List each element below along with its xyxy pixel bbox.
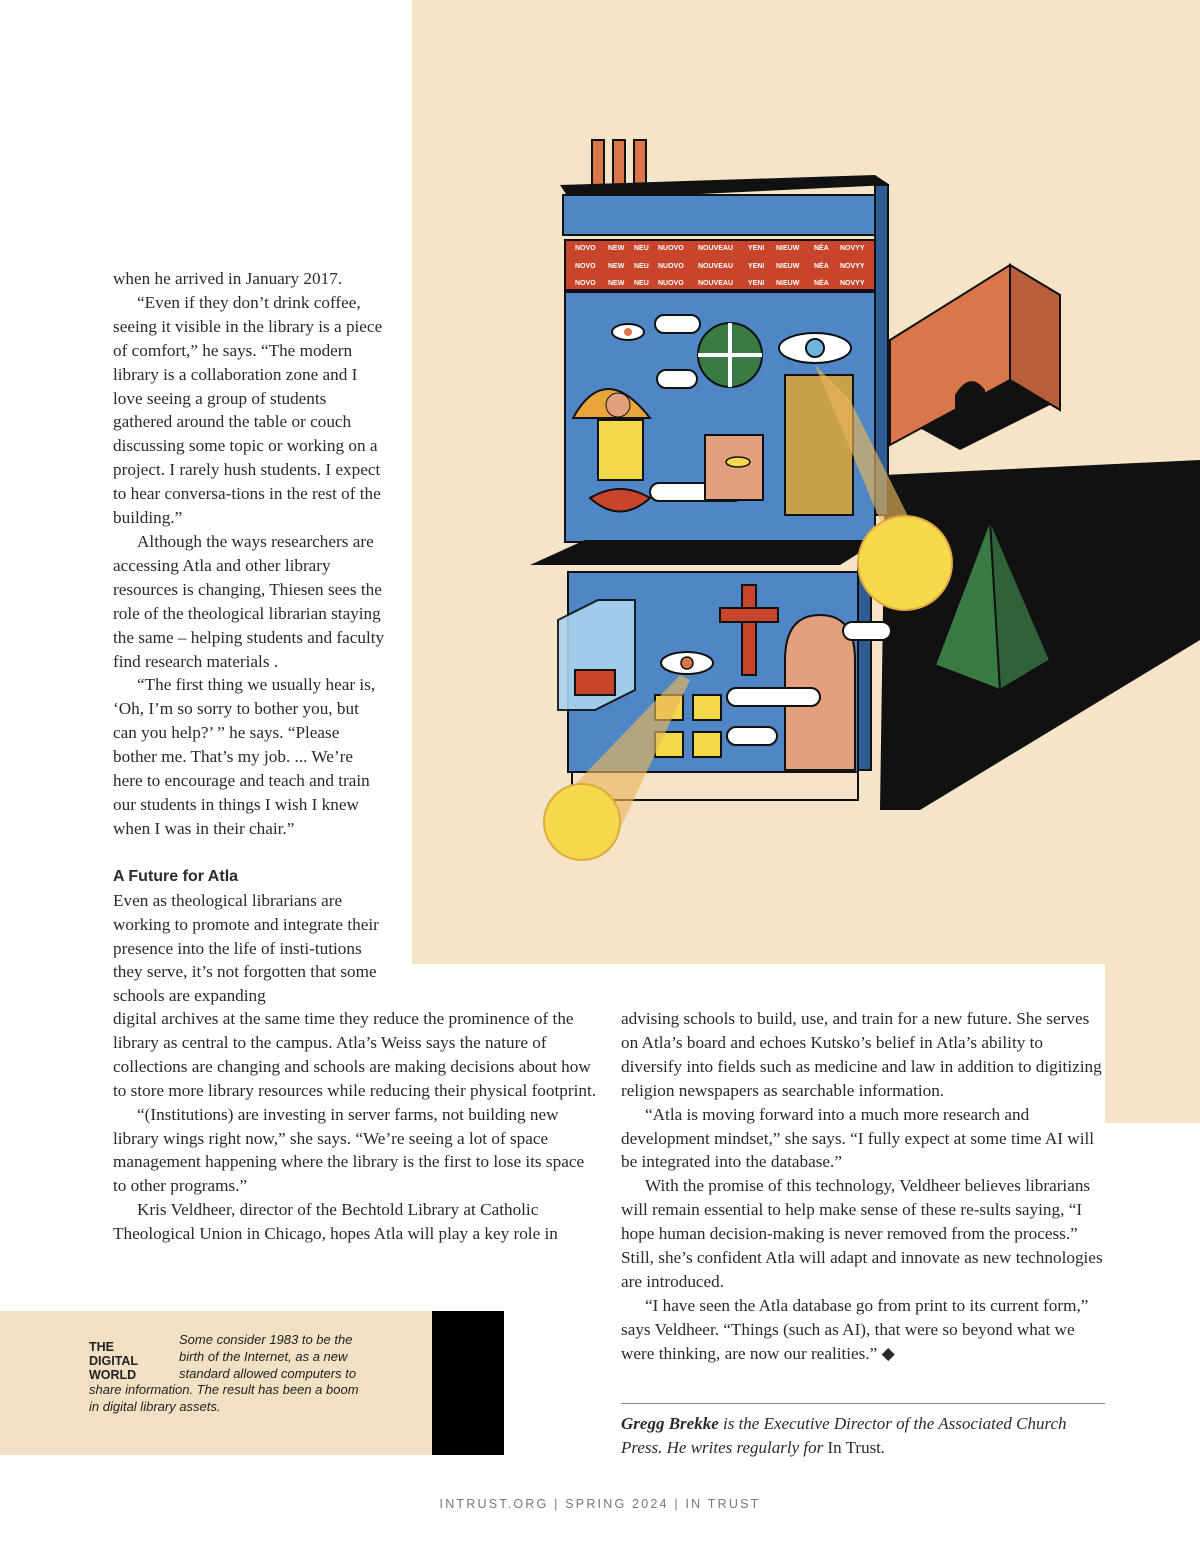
sidebar-heading-line-1: THE: [89, 1340, 114, 1354]
left-column-upper: [113, 267, 385, 1008]
author-name: Gregg Brekke: [621, 1414, 719, 1433]
paragraph-4: “The first thing we usually hear is, ‘Oh, I’m so sorry to bother you, but can you help?’ ” he says. “Please bother me. That’s my job. ... We’re here to encourage and teach and train our students in things I wish I knew when I was in their chair.”: [113, 675, 376, 838]
publication-name: In Trust: [827, 1438, 881, 1457]
section-paragraph-narrow: Even as theological librarians are working to promote and integrate their presence into the life of insti-tutions they serve, it’s not forgotten that some schools are expanding: [113, 890, 379, 1006]
paragraph-2: “Even if they don’t drink coffee, seeing it visible in the library is a piece of comfort,” he says. “The modern library is a collaboration zone and I love seeing a group of students gathered around the table or couch discussing some topic or working on a project. I rarely hush students. I expect to hear conversa-tions in the rest of the building.”: [113, 292, 383, 528]
svg-text:NEW: NEW: [608, 245, 625, 252]
svg-text:NOVYY: NOVYY: [840, 263, 865, 270]
svg-text:NUOVO: NUOVO: [658, 245, 684, 252]
svg-text:NÉA: NÉA: [814, 263, 829, 270]
svg-text:NÉA: NÉA: [814, 245, 829, 252]
illustration-background-right: [1105, 960, 1200, 1123]
svg-text:NOUVEAU: NOUVEAU: [698, 245, 734, 252]
section-paragraph-wide: digital archives at the same time they reduce the prominence of the library as central to the campus. Atla’s Weiss says the nature of collections are changing and schools are making decisions about how to store more library resources while reducing their physical footprint.: [113, 1009, 597, 1100]
svg-text:YENI: YENI: [748, 245, 765, 252]
paragraph-1: when he arrived in January 2017.: [113, 269, 343, 288]
svg-text:NEU: NEU: [634, 280, 649, 287]
svg-text:NOVYY: NOVYY: [840, 245, 865, 252]
svg-text:NEW: NEW: [608, 263, 625, 270]
paragraph-institutions: “(Institutions) are investing in server farms, not building new library wings right now,” she says. “We’re seeing a lot of space management happening where the library is the first to lose its space to other programs.”: [113, 1104, 585, 1196]
section-heading: A Future for Atla: [113, 867, 239, 885]
right-column: [621, 1007, 1105, 1366]
sun-right: [858, 516, 952, 610]
svg-text:NIEUW: NIEUW: [776, 245, 800, 252]
byline-divider: [621, 1403, 1105, 1404]
sidebar-black-block: [432, 1311, 504, 1455]
svg-text:NOVO: NOVO: [575, 263, 596, 270]
library-building-illustration: [520, 130, 1200, 870]
svg-text:YENI: YENI: [748, 263, 765, 270]
svg-text:NUOVO: NUOVO: [658, 280, 684, 287]
svg-text:NOUVEAU: NOUVEAU: [698, 280, 734, 287]
svg-text:NOVO: NOVO: [575, 280, 596, 287]
sidebar-text: [89, 1332, 359, 1416]
sun-left: [544, 784, 620, 860]
right-paragraph-1: advising schools to build, use, and train for a new future. She serves on Atla’s board and echoes Kutsko’s belief in Atla’s ability to diversify into fields such as medicine and law in addition to digitizing religion newspapers as searchable information.: [621, 1009, 1102, 1100]
byline-text: is the Executive Director of the Associated Church Press. He writes regularly for: [621, 1414, 1067, 1457]
sidebar-heading-line-2: DIGITAL: [89, 1354, 139, 1368]
sidebar-text-lead: Some consider 1983 to be the birth of the Internet, as a new standard allowed computers to: [179, 1332, 357, 1381]
right-paragraph-2: “Atla is moving forward into a much more research and development mindset,” she says. “I fully expect at some time AI will be integrated into the database.”: [621, 1104, 1095, 1172]
right-paragraph-3: With the promise of this technology, Veldheer believes librarians will remain essential to help make sense of these re-sults saying, “I hope human decision-making is never removed from the process.” Still, she’s confident Atla will adapt and innovate as new technologies are introduced.: [621, 1176, 1103, 1291]
svg-text:NÉA: NÉA: [814, 280, 829, 287]
sidebar-text-rest: share information. The result has been a boom in digital library assets.: [89, 1382, 359, 1415]
byline-end: .: [880, 1438, 886, 1457]
right-paragraph-4: “I have seen the Atla database go from print to its current form,” says Veldheer. “Things (such as AI), that were so beyond what we were thinking, are now our realities.” ◆: [621, 1295, 1089, 1363]
sidebar-heading-line-3: WORLD: [89, 1368, 137, 1382]
svg-text:NUOVO: NUOVO: [658, 263, 684, 270]
left-column-lower: [113, 1007, 599, 1246]
svg-text:YENI: YENI: [748, 280, 765, 287]
paragraph-veldheer: Kris Veldheer, director of the Bechtold Library at Catholic Theological Union in Chicago, hopes Atla will play a key role in: [113, 1200, 558, 1244]
paragraph-3: Although the ways researchers are accessing Atla and other library resources is changing, Thiesen sees the role of the theological librarian staying the same – helping students and faculty find research materials .: [113, 531, 385, 671]
svg-text:NOVYY: NOVYY: [840, 280, 865, 287]
svg-text:NEU: NEU: [634, 263, 649, 270]
svg-text:NEW: NEW: [608, 280, 625, 287]
svg-text:NIEUW: NIEUW: [776, 280, 800, 287]
author-byline: [621, 1412, 1105, 1460]
page-footer: INTRUST.ORG | SPRING 2024 | IN TRUST: [439, 1497, 761, 1511]
svg-text:NOUVEAU: NOUVEAU: [698, 263, 734, 270]
svg-text:NEU: NEU: [634, 245, 649, 252]
svg-text:NOVO: NOVO: [575, 245, 596, 252]
svg-text:NIEUW: NIEUW: [776, 263, 800, 270]
